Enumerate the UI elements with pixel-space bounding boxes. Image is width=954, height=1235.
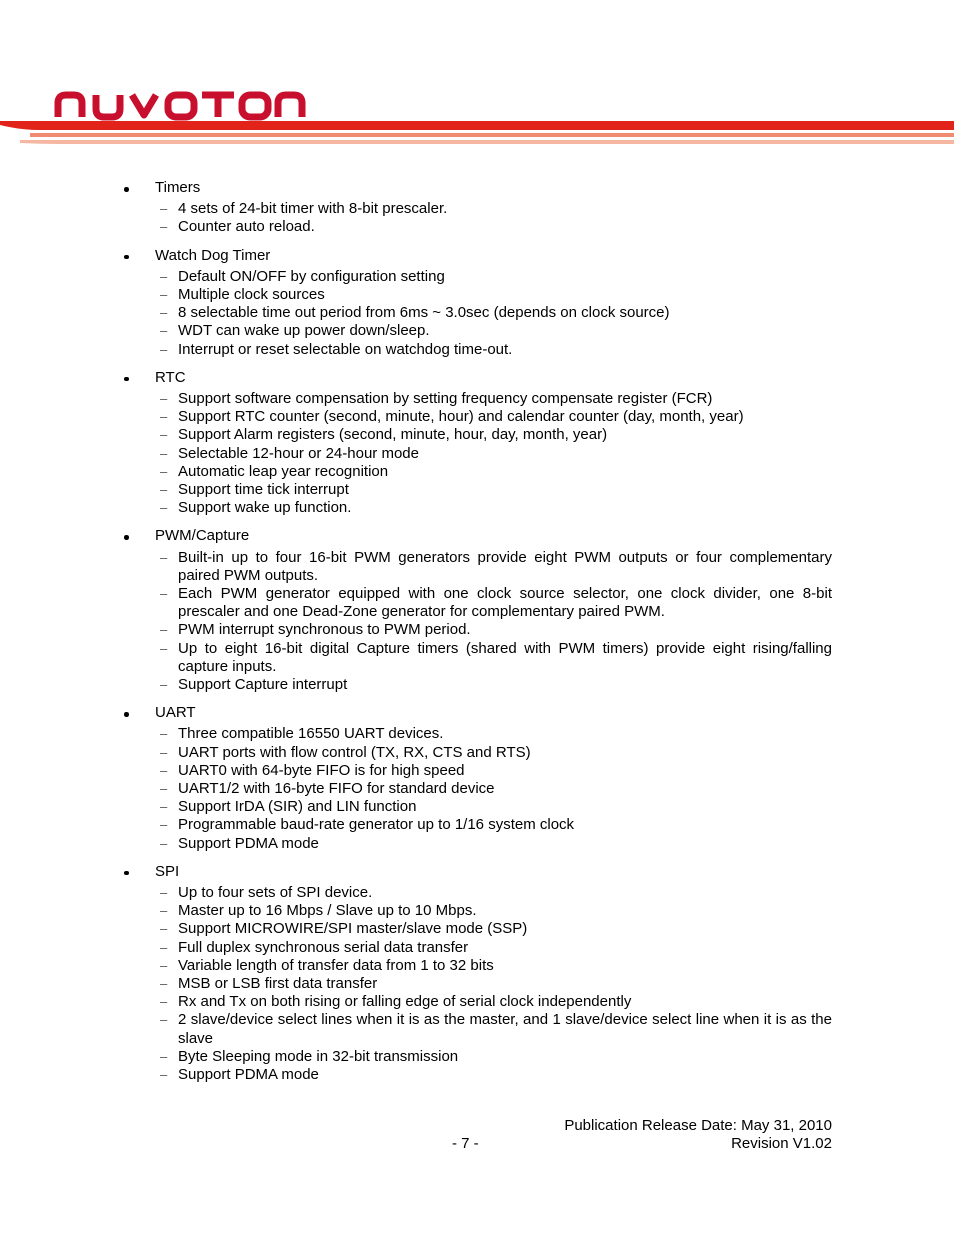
list-item bbox=[120, 463, 832, 481]
document-body bbox=[120, 179, 832, 1094]
list-item bbox=[120, 481, 832, 499]
section-heading bbox=[120, 369, 832, 387]
dash-icon: – bbox=[160, 268, 168, 284]
dash-icon: – bbox=[160, 817, 168, 833]
feature-section bbox=[120, 247, 832, 359]
dash-icon: – bbox=[160, 677, 168, 693]
list-item-text: PWM interrupt synchronous to PWM period. bbox=[178, 621, 471, 639]
section-title: PWM/Capture bbox=[155, 527, 250, 545]
feature-list bbox=[120, 884, 832, 1084]
page-number: - 7 - bbox=[452, 1135, 479, 1153]
dash-icon: – bbox=[160, 994, 168, 1010]
list-item-text: Built-in up to four 16-bit PWM generators provide eight PWM outputs or four complementary paired PWM outputs. bbox=[178, 548, 832, 584]
dash-icon: – bbox=[160, 976, 168, 992]
dash-icon: – bbox=[160, 622, 168, 638]
dash-icon: – bbox=[160, 781, 168, 797]
dash-icon: – bbox=[160, 835, 168, 851]
section-title: UART bbox=[155, 704, 196, 722]
list-item-text: 2 slave/device select lines when it is as the master, and 1 slave/device select line when it is as the slave bbox=[178, 1011, 832, 1047]
list-item-text: MSB or LSB first data transfer bbox=[178, 975, 378, 993]
list-item-text: Default ON/OFF by configuration setting bbox=[178, 267, 445, 285]
list-item-text: Support IrDA (SIR) and LIN function bbox=[178, 798, 417, 816]
section-title: Timers bbox=[155, 179, 201, 196]
feature-section bbox=[120, 863, 832, 1084]
list-item bbox=[120, 835, 832, 853]
dash-icon: – bbox=[160, 219, 168, 235]
bullet-icon bbox=[124, 187, 129, 192]
list-item bbox=[120, 957, 832, 975]
release-date: Publication Release Date: May 31, 2010 bbox=[564, 1117, 832, 1134]
list-item bbox=[120, 1011, 832, 1047]
dash-icon: – bbox=[160, 201, 168, 217]
list-item bbox=[120, 426, 832, 444]
bullet-icon bbox=[124, 712, 129, 717]
nuvoton-logo bbox=[52, 85, 312, 123]
list-item-text: Support Capture interrupt bbox=[178, 676, 348, 694]
list-item-text: Selectable 12-hour or 24-hour mode bbox=[178, 444, 419, 462]
dash-icon: – bbox=[160, 885, 168, 901]
dash-icon: – bbox=[160, 921, 168, 937]
dash-icon: – bbox=[160, 799, 168, 815]
list-item-text: Support RTC counter (second, minute, hour) and calendar counter (day, month, year) bbox=[178, 408, 744, 426]
list-item-text: UART1/2 with 16-byte FIFO for standard device bbox=[178, 780, 495, 798]
bullet-icon bbox=[124, 255, 129, 260]
bullet-icon bbox=[124, 871, 129, 876]
list-item bbox=[120, 816, 832, 834]
feature-section bbox=[120, 179, 832, 237]
feature-section bbox=[120, 369, 832, 518]
feature-section bbox=[120, 527, 832, 694]
list-item bbox=[120, 762, 832, 780]
list-item bbox=[120, 268, 832, 286]
section-title: Watch Dog Timer bbox=[155, 246, 271, 264]
list-item bbox=[120, 975, 832, 993]
dash-icon: – bbox=[160, 586, 168, 601]
list-item-text: Each PWM generator equipped with one clock source selector, one clock divider, one 8-bit prescaler and one Dead-Zone generator for complementary paired PWM. bbox=[178, 585, 832, 621]
list-item-text: Support wake up function. bbox=[178, 499, 352, 517]
list-item-text: Support software compensation by setting frequency compensate register (FCR) bbox=[178, 389, 713, 407]
list-item bbox=[120, 744, 832, 762]
list-item bbox=[120, 993, 832, 1011]
list-item-text: UART ports with flow control (TX, RX, CTS and RTS) bbox=[178, 743, 531, 761]
list-item bbox=[120, 304, 832, 322]
list-item-text: Variable length of transfer data from 1 to 32 bits bbox=[178, 956, 494, 974]
list-item bbox=[120, 920, 832, 938]
list-item-text: Support PDMA mode bbox=[178, 834, 319, 852]
list-item bbox=[120, 408, 832, 426]
bullet-icon bbox=[124, 535, 129, 540]
bullet-icon bbox=[124, 377, 129, 382]
list-item bbox=[120, 549, 832, 585]
dash-icon: – bbox=[160, 640, 168, 656]
revision: Revision V1.02 bbox=[731, 1135, 832, 1153]
list-item bbox=[120, 200, 832, 218]
list-item bbox=[120, 286, 832, 304]
feature-list bbox=[120, 725, 832, 852]
dash-icon: – bbox=[160, 762, 168, 778]
section-heading bbox=[120, 247, 832, 265]
list-item bbox=[120, 621, 832, 639]
page-footer bbox=[120, 1117, 832, 1153]
list-item bbox=[120, 445, 832, 463]
dash-icon: – bbox=[160, 1048, 168, 1064]
feature-list bbox=[120, 200, 832, 236]
dash-icon: – bbox=[160, 305, 168, 321]
list-item-text: 4 sets of 24-bit timer with 8-bit prescaler. bbox=[178, 200, 448, 218]
list-item bbox=[120, 1048, 832, 1066]
dash-icon: – bbox=[160, 500, 168, 516]
dash-icon: – bbox=[160, 744, 168, 760]
list-item-text: Master up to 16 Mbps / Slave up to 10 Mbps. bbox=[178, 902, 477, 920]
section-heading bbox=[120, 179, 832, 197]
dash-icon: – bbox=[160, 549, 168, 565]
list-item-text: Up to eight 16-bit digital Capture timers (shared with PWM timers) provide eight rising/falling capture inputs. bbox=[178, 639, 832, 675]
dash-icon: – bbox=[160, 427, 168, 443]
dash-icon: – bbox=[160, 939, 168, 955]
list-item bbox=[120, 341, 832, 359]
list-item bbox=[120, 218, 832, 236]
list-item bbox=[120, 676, 832, 694]
section-heading bbox=[120, 704, 832, 722]
list-item bbox=[120, 390, 832, 408]
list-item bbox=[120, 640, 832, 676]
list-item-text: UART0 with 64-byte FIFO is for high speed bbox=[178, 761, 465, 779]
list-item-text: Counter auto reload. bbox=[178, 218, 315, 236]
list-item-text: Rx and Tx on both rising or falling edge of serial clock independently bbox=[178, 993, 632, 1011]
dash-icon: – bbox=[160, 463, 168, 479]
list-item-text: Multiple clock sources bbox=[178, 285, 325, 303]
list-item-text: Programmable baud-rate generator up to 1/16 system clock bbox=[178, 816, 575, 834]
header-band bbox=[0, 121, 954, 146]
list-item-text: Automatic leap year recognition bbox=[178, 462, 389, 480]
list-item-text: Full duplex synchronous serial data transfer bbox=[178, 938, 469, 956]
list-item-text: Support Alarm registers (second, minute, hour, day, month, year) bbox=[178, 426, 608, 444]
section-heading bbox=[120, 863, 832, 881]
list-item bbox=[120, 902, 832, 920]
list-item bbox=[120, 725, 832, 743]
section-title: SPI bbox=[155, 862, 180, 880]
dash-icon: – bbox=[160, 482, 168, 497]
dash-icon: – bbox=[160, 341, 168, 357]
dash-icon: – bbox=[160, 903, 168, 919]
list-item-text: Support MICROWIRE/SPI master/slave mode (SSP) bbox=[178, 920, 528, 938]
dash-icon: – bbox=[160, 1012, 168, 1028]
dash-icon: – bbox=[160, 390, 168, 406]
dash-icon: – bbox=[160, 323, 168, 339]
list-item-text: 8 selectable time out period from 6ms ~ 3.0sec (depends on clock source) bbox=[178, 304, 670, 322]
dash-icon: – bbox=[160, 286, 168, 302]
list-item bbox=[120, 780, 832, 798]
list-item bbox=[120, 322, 832, 340]
list-item-text: Up to four sets of SPI device. bbox=[178, 884, 373, 902]
feature-list bbox=[120, 390, 832, 517]
feature-list bbox=[120, 268, 832, 359]
dash-icon: – bbox=[160, 409, 168, 425]
dash-icon: – bbox=[160, 957, 168, 973]
feature-list bbox=[120, 549, 832, 695]
list-item-text: Interrupt or reset selectable on watchdog time-out. bbox=[178, 340, 513, 358]
list-item-text: WDT can wake up power down/sleep. bbox=[178, 322, 430, 340]
dash-icon: – bbox=[160, 1067, 168, 1083]
feature-section bbox=[120, 704, 832, 853]
list-item-text: Byte Sleeping mode in 32-bit transmission bbox=[178, 1047, 459, 1065]
list-item-text: Three compatible 16550 UART devices. bbox=[178, 725, 444, 743]
list-item bbox=[120, 585, 832, 621]
section-title: RTC bbox=[155, 368, 186, 386]
list-item-text: Support PDMA mode bbox=[178, 1066, 319, 1084]
list-item-text: Support time tick interrupt bbox=[178, 481, 349, 498]
list-item bbox=[120, 939, 832, 957]
list-item bbox=[120, 798, 832, 816]
list-item bbox=[120, 1066, 832, 1084]
dash-icon: – bbox=[160, 445, 168, 461]
list-item bbox=[120, 884, 832, 902]
list-item bbox=[120, 499, 832, 517]
dash-icon: – bbox=[160, 726, 168, 742]
section-heading bbox=[120, 527, 832, 545]
